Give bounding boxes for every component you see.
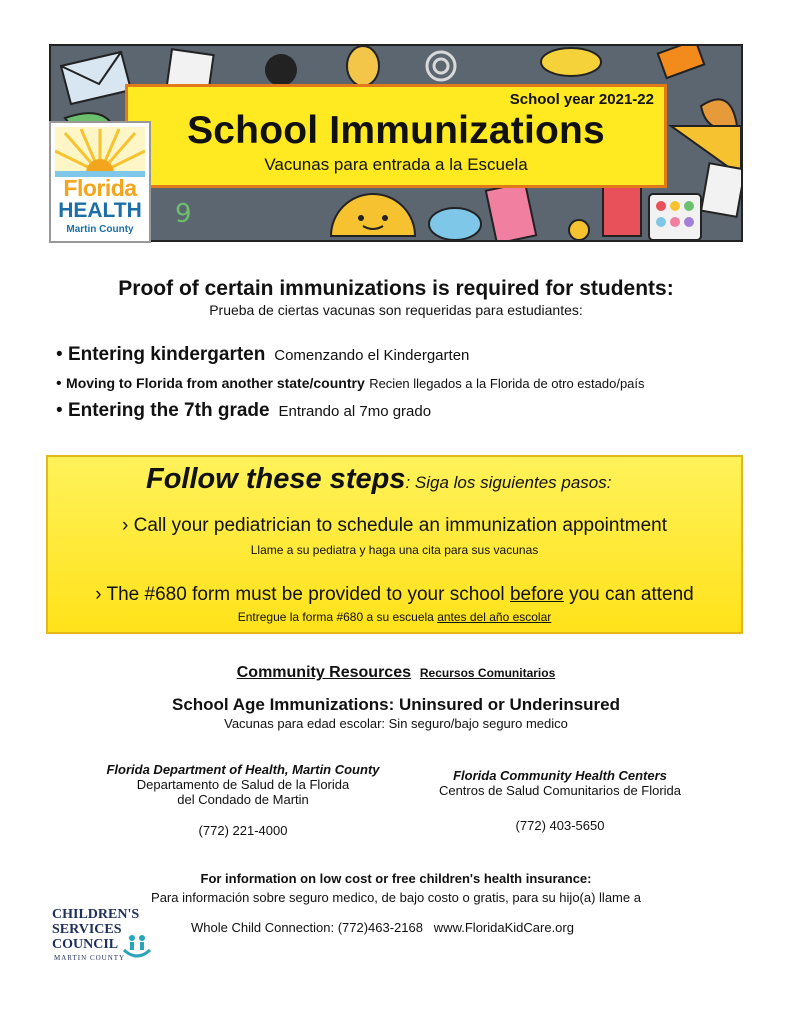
insurance-heading: For information on low cost or free children's health insurance:: [200, 871, 592, 886]
cloud-icon: [429, 208, 481, 240]
phone-number: (772) 403-5650: [515, 818, 605, 833]
doodle-number-icon: 9: [175, 199, 192, 229]
resources-heading: Community Resources Recursos Comunitarios: [236, 664, 556, 681]
proof-subheading: Prueba de ciertas vacunas son requeridas para estudiantes:: [209, 302, 583, 318]
lemon-icon: [541, 48, 601, 76]
phone-number: (772) 221-4000: [198, 823, 288, 838]
step-2-es: Entregue la forma #680 a su escuela antes del año escolar: [237, 610, 552, 624]
org-fchc: Florida Community Health Centers Centros de Salud Comunitarios de Florida (772) 403-5650: [410, 768, 710, 833]
page-title: School Immunizations: [187, 109, 605, 152]
family-icon: [122, 932, 152, 958]
resources-subheading: School Age Immunizations: Uninsured or Underinsured: [171, 695, 621, 714]
page-subtitle: Vacunas para entrada a la Escuela: [264, 155, 528, 174]
header-banner: [49, 44, 743, 242]
list-item: • Moving to Florida from another state/country Recien llegados a la Florida de otro estado/país: [56, 375, 645, 392]
steps-box: [46, 455, 743, 634]
proof-heading: Proof of certain immunizations is required for students:: [118, 277, 674, 300]
school-year: School year 2021-22: [509, 91, 654, 108]
steps-heading-es: Siga los siguientes pasos:: [414, 473, 612, 492]
logo-county-text: Martin County: [66, 224, 134, 235]
list-item: • Entering the 7th grade Entrando al 7mo grado: [56, 400, 432, 421]
logo-florida-text: Florida: [63, 175, 137, 201]
lightbulb-icon: [347, 46, 379, 86]
insurance-contact: Whole Child Connection: (772)463-2168 www.FloridaKidCare.org: [191, 920, 574, 935]
palette-icon: [649, 194, 701, 240]
step-1-es: Llame a su pediatra y haga una cita para sus vacunas: [250, 543, 539, 557]
smile-icon: [569, 220, 589, 240]
insurance-es: Para información sobre seguro medico, de bajo costo o gratis, para su hijo(a) llame a: [151, 890, 641, 905]
logo-health-text: HEALTH: [58, 199, 142, 222]
florida-health-logo: [49, 121, 151, 243]
paper-right-icon: [701, 163, 743, 217]
csc-logo: CHILDREN'S SERVICES COUNCIL MARTIN COUNTY: [52, 908, 156, 972]
step-2: › The #680 form must be provided to your school before you can attend: [95, 584, 694, 605]
title-box: [125, 84, 667, 188]
steps-heading: Follow these steps: Siga los siguientes pasos:: [146, 463, 612, 495]
book-icon: [603, 186, 641, 236]
list-item: • Entering kindergarten Comenzando el Kindergarten: [56, 344, 470, 365]
step-1: › Call your pediatrician to schedule an immunization appointment: [122, 515, 667, 536]
sun-icon: [55, 127, 145, 177]
org-doh-martin: Florida Department of Health, Martin County Departamento de Salud de la Florida del Condado de Martin (772) 221-4000: [90, 762, 396, 838]
resources-subheading-es: Vacunas para edad escolar: Sin seguro/bajo seguro medico: [224, 716, 568, 731]
doodle-dark-icon: [265, 54, 297, 86]
